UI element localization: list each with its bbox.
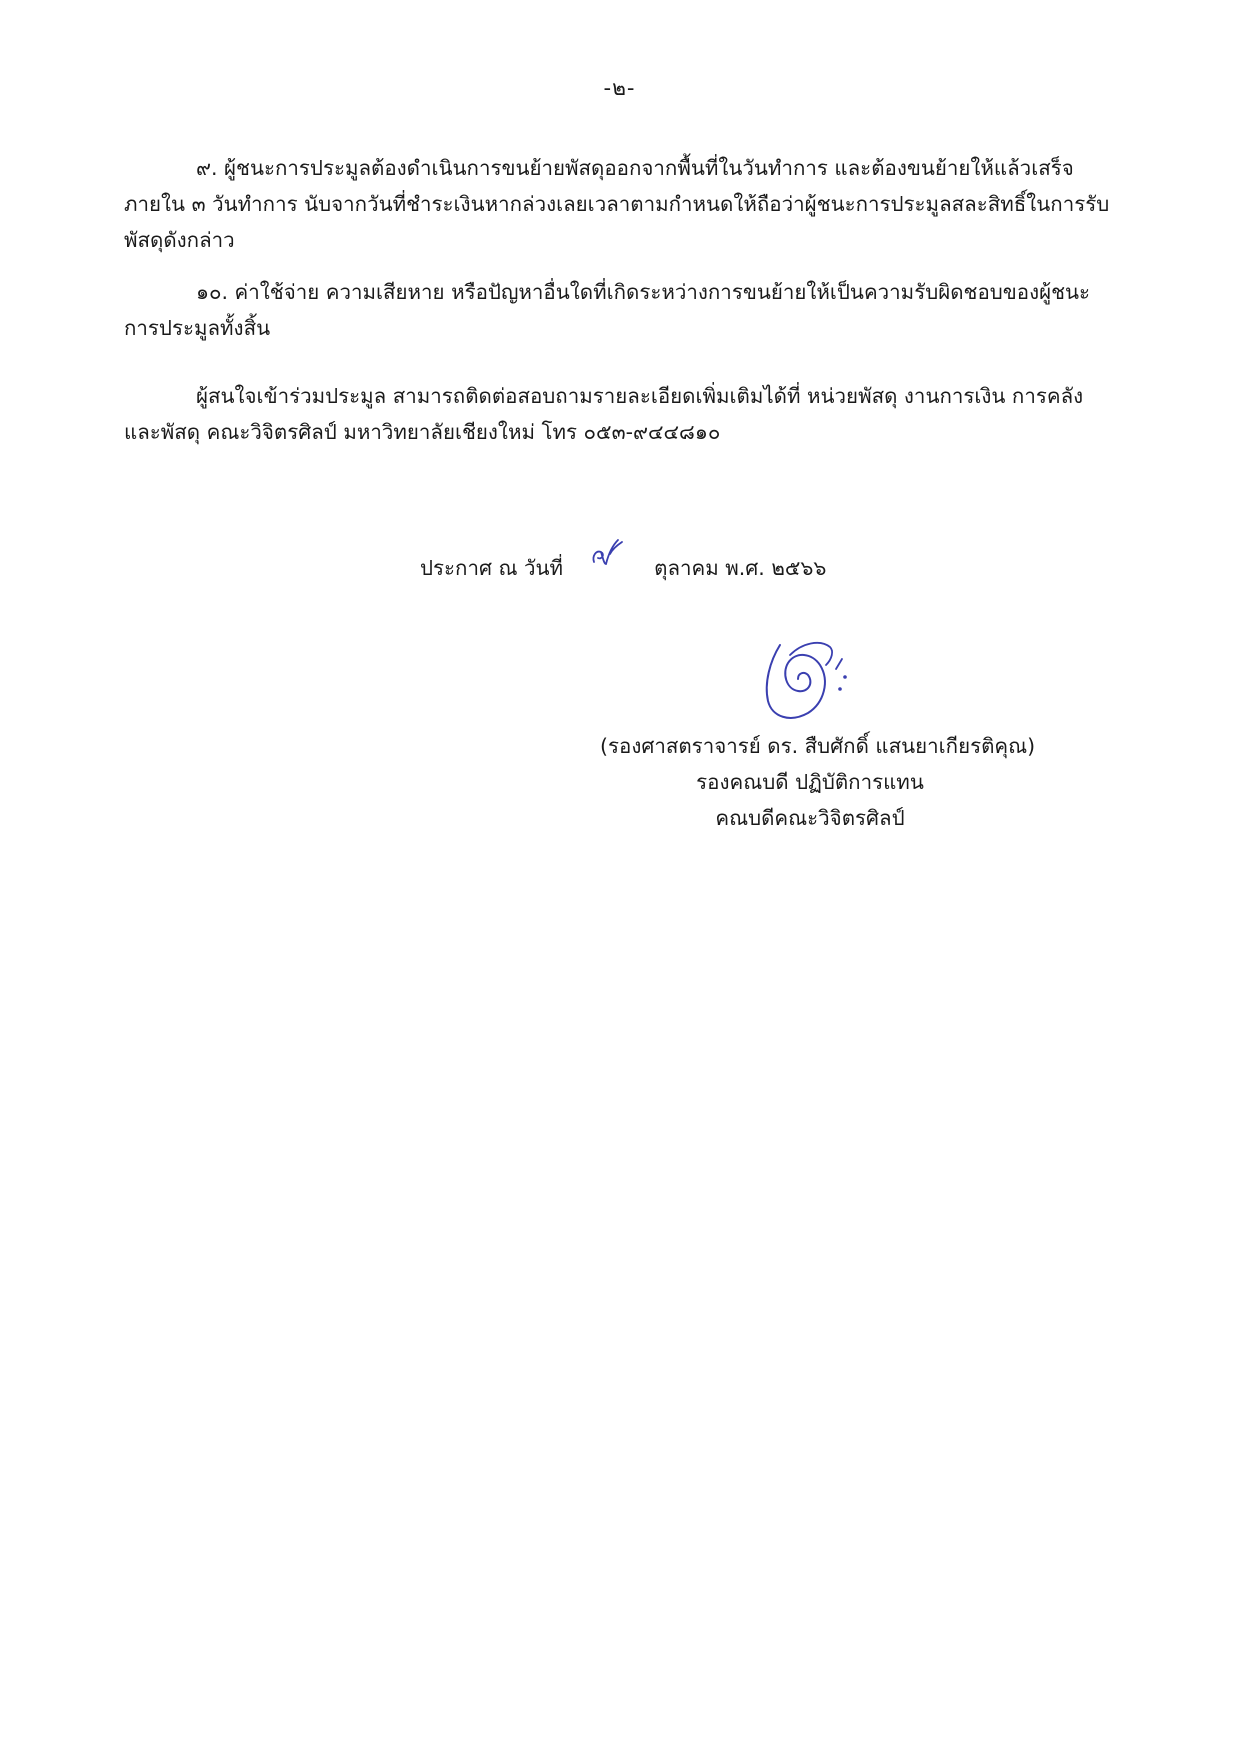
contact-line: ผู้สนใจเข้าร่วมประมูล สามารถติดต่อสอบถามรายละเอียดเพิ่มเติมได้ที่ หน่วยพัสดุ งานการเงิน การคลัง bbox=[196, 384, 1084, 408]
signatory-block bbox=[600, 728, 1036, 836]
signatory-position-2: คณบดีคณะวิจิตรศิลป์ bbox=[715, 806, 905, 830]
signatory-position-1: รองคณบดี ปฏิบัติการแทน bbox=[696, 770, 924, 794]
announcement-day bbox=[570, 550, 648, 586]
announcement-date-line bbox=[420, 550, 826, 586]
handwritten-signature bbox=[750, 625, 860, 739]
clause-9-line: พัสดุดังกล่าว bbox=[124, 228, 235, 252]
contact-paragraph bbox=[124, 378, 1109, 450]
clause-9-line: ภายใน ๓ วันทำการ นับจากวันที่ชำระเงินหากล่วงเลยเวลาตามกำหนดให้ถือว่าผู้ชนะการประมูลสละสิทธิ์ในการรับ bbox=[124, 192, 1110, 216]
announcement-prefix: ประกาศ ณ วันที่ bbox=[420, 556, 564, 580]
signature-mark bbox=[750, 625, 860, 735]
clause-9-line: ๙. ผู้ชนะการประมูลต้องดำเนินการขนย้ายพัสดุออกจากพื้นที่ในวันทำการ และต้องขนย้ายให้แล้วเสร็จ bbox=[196, 156, 1074, 180]
clause-10-line: การประมูลทั้งสิ้น bbox=[124, 316, 271, 340]
announcement-month-year: ตุลาคม พ.ศ. ๒๕๖๖ bbox=[654, 556, 827, 580]
clause-10-line: ๑๐. ค่าใช้จ่าย ความเสียหาย หรือปัญหาอื่นใดที่เกิดระหว่างการขนย้ายให้เป็นความรับผิดชอบของผู้ชนะ bbox=[196, 280, 1091, 304]
contact-line: และพัสดุ คณะวิจิตรศิลป์ มหาวิทยาลัยเชียงใหม่ โทร ๐๕๓-๙๔๔๘๑๐ bbox=[124, 420, 721, 444]
clause-10 bbox=[124, 274, 1109, 346]
clause-9 bbox=[124, 150, 1109, 258]
signatory-name: (รองศาสตราจารย์ ดร. สืบศักดิ์ แสนยาเกียรติคุณ) bbox=[600, 734, 1036, 758]
page-number: -๒- bbox=[603, 76, 636, 100]
